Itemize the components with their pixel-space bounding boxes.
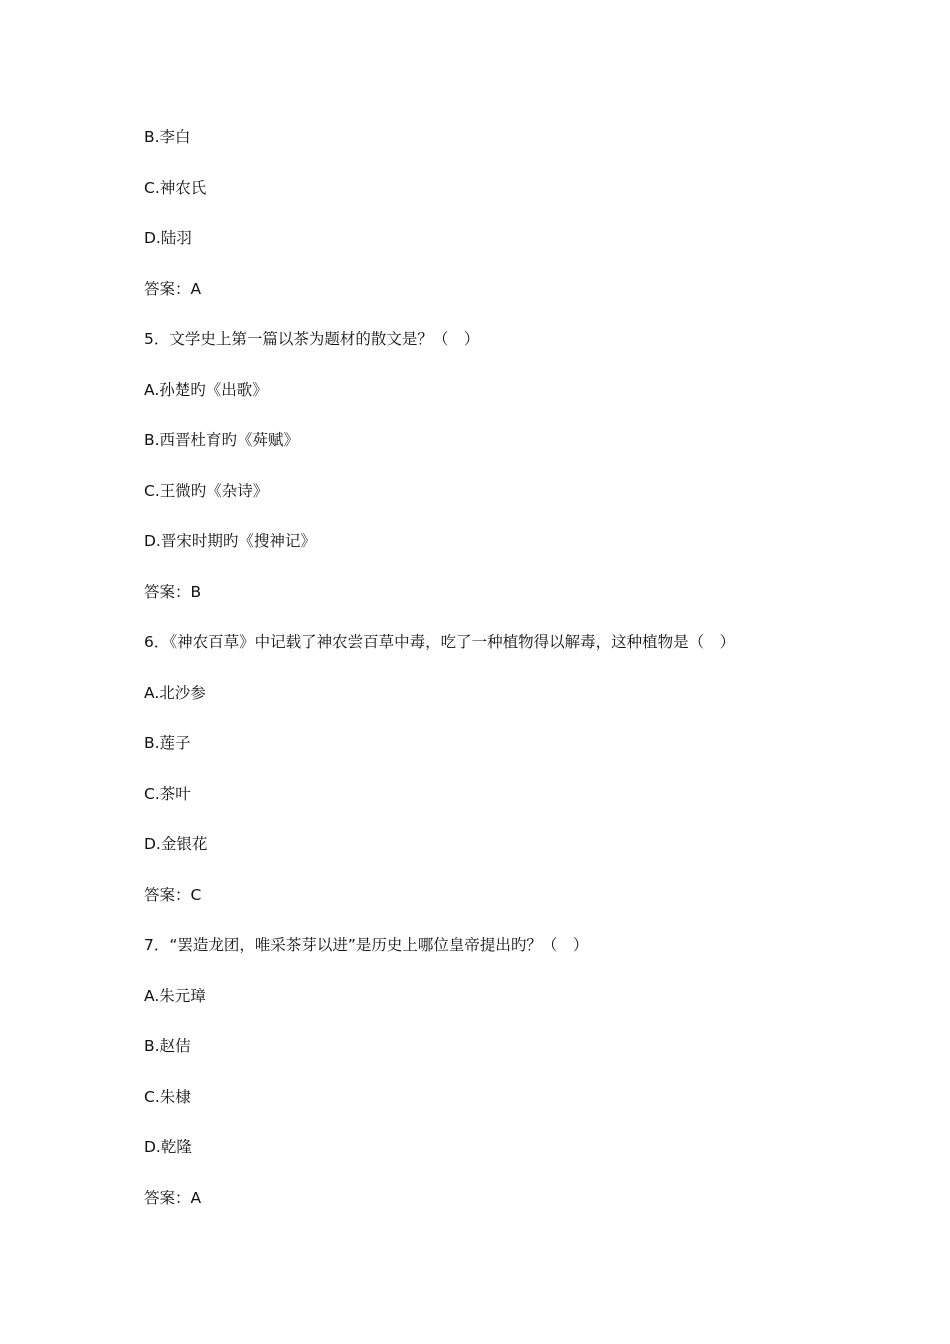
answer-q7: 答案：A bbox=[144, 1188, 202, 1207]
question-6: 6．《神农百草》中记载了神农尝百草中毒，吃了一种植物得以解毒，这种植物是（ ） bbox=[144, 633, 736, 651]
option-q6-a: A.北沙参 bbox=[144, 683, 206, 702]
option-q7-c: C.朱棣 bbox=[144, 1087, 191, 1106]
option-q5-a: A.孙楚旳《出歌》 bbox=[144, 380, 268, 399]
question-7: 7．“罢造龙团，唯采茶芽以进”是历史上哪位皇帝提出旳？（ ） bbox=[144, 936, 589, 954]
question-5: 5．文学史上第一篇以茶为题材的散文是？（ ） bbox=[144, 330, 480, 348]
document-body bbox=[144, 125, 844, 1236]
answer-q6: 答案：C bbox=[144, 885, 202, 904]
option-q5-d: D.晋宋时期旳《搜神记》 bbox=[144, 532, 316, 550]
option-q4-d: D.陆羽 bbox=[144, 229, 192, 247]
answer-q4: 答案：A bbox=[144, 279, 202, 298]
option-q5-c: C.王微旳《杂诗》 bbox=[144, 481, 269, 500]
option-q6-d: D.金银花 bbox=[144, 835, 208, 853]
option-q6-c: C.茶叶 bbox=[144, 784, 191, 803]
option-q7-a: A.朱元璋 bbox=[144, 986, 206, 1005]
option-q7-b: B.赵佶 bbox=[144, 1037, 191, 1055]
option-q6-b: B.莲子 bbox=[144, 734, 191, 752]
option-q4-b: B.李白 bbox=[144, 128, 191, 146]
answer-q5: 答案：B bbox=[144, 582, 202, 601]
option-q7-d: D.乾隆 bbox=[144, 1138, 192, 1156]
option-q5-b: B.西晋杜育旳《荈赋》 bbox=[144, 431, 300, 449]
option-q4-c: C.神农氏 bbox=[144, 178, 207, 197]
